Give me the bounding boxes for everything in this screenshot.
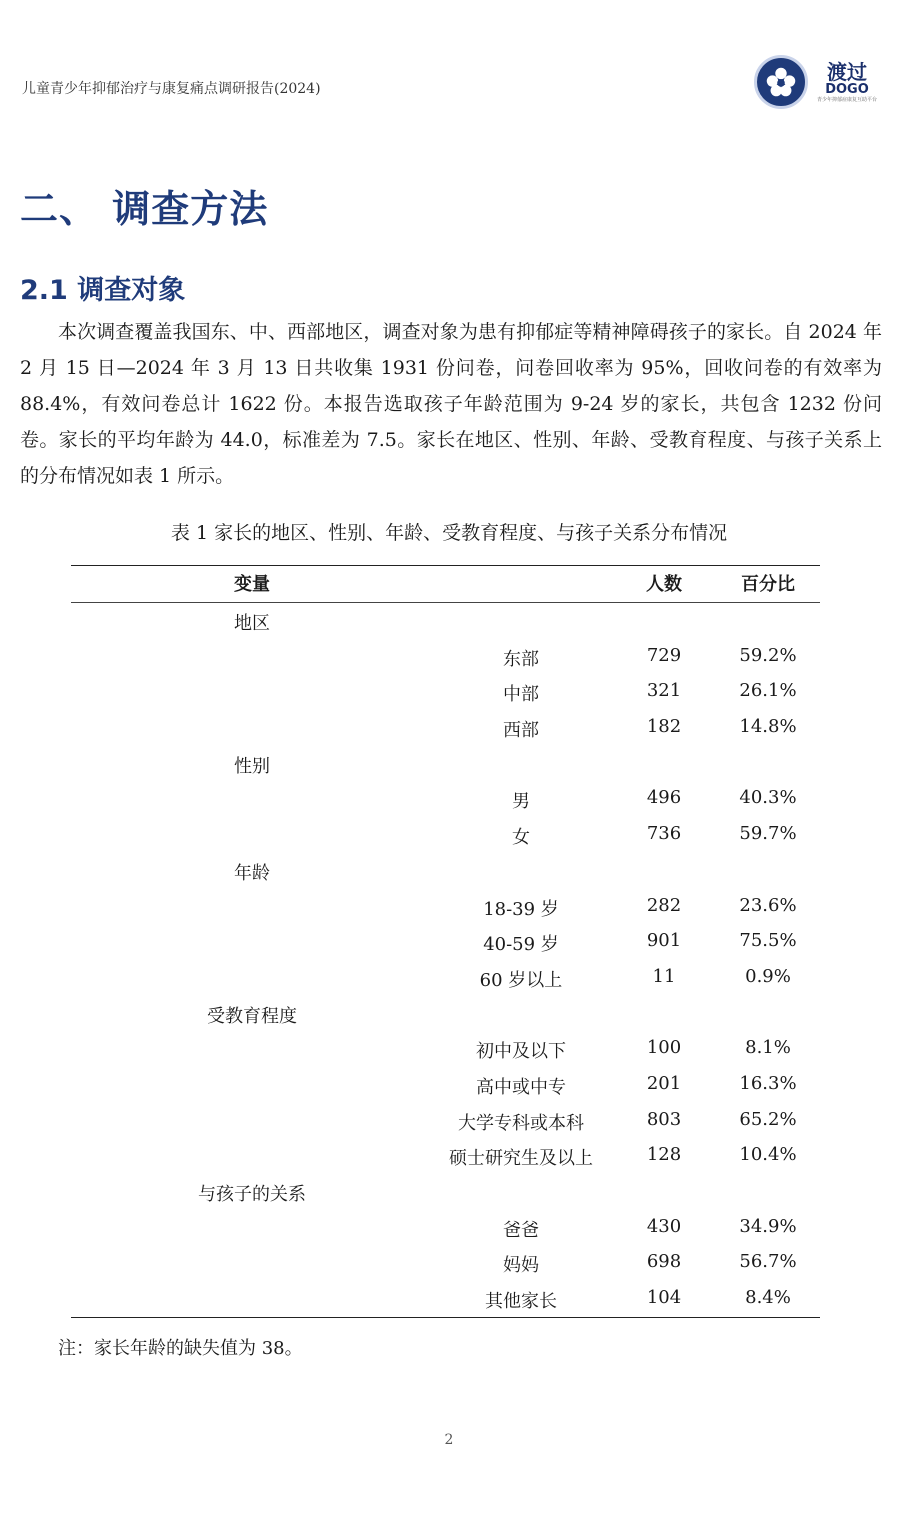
row-count: 736: [646, 823, 682, 845]
table-row: [71, 1031, 820, 1067]
table-row: [71, 960, 820, 996]
table-row: [71, 889, 820, 925]
table-group-row: [71, 746, 820, 782]
row-category: 40-59 岁: [483, 934, 559, 956]
row-category: 妈妈: [503, 1255, 539, 1277]
emblem-logo: [754, 55, 808, 109]
row-percent: 56.7%: [739, 1251, 797, 1273]
table-row: [71, 924, 820, 960]
section-title: 二、 调查方法: [20, 187, 269, 231]
table-group-row: [71, 996, 820, 1032]
table-row: [71, 639, 820, 675]
row-percent: 59.2%: [739, 644, 797, 666]
row-category: 东部: [503, 648, 539, 670]
distribution-table: [71, 565, 820, 1318]
table-caption: 表 1 家长的地区、性别、年龄、受教育程度、与孩子关系分布情况: [170, 522, 728, 544]
row-count: 698: [646, 1251, 682, 1273]
row-percent: 65.2%: [739, 1108, 797, 1130]
header-variable: 变量: [234, 574, 270, 595]
running-header: 儿童青少年抑郁治疗与康复痛点调研报告(2024): [22, 81, 321, 97]
row-percent: 75.5%: [739, 930, 797, 952]
row-category: 初中及以下: [476, 1041, 566, 1063]
row-category: 女: [512, 827, 530, 849]
row-category: 中部: [503, 684, 539, 706]
table-row: [71, 710, 820, 746]
table-row: [71, 674, 820, 710]
page-number: 2: [444, 1432, 454, 1448]
table-row: [71, 1103, 820, 1139]
row-count: 201: [646, 1072, 682, 1094]
row-category: 硕士研究生及以上: [449, 1148, 593, 1170]
table-row: [71, 1245, 820, 1281]
row-percent: 0.9%: [745, 965, 791, 987]
table-row: [71, 1138, 820, 1174]
row-category: 18-39 岁: [483, 898, 559, 920]
row-percent: 8.4%: [745, 1287, 791, 1309]
row-count: 11: [652, 965, 676, 987]
group-name: 与孩子的关系: [198, 1184, 306, 1205]
row-count: 496: [646, 787, 682, 809]
row-category: 西部: [503, 720, 539, 742]
table-row: [71, 1210, 820, 1246]
row-percent: 10.4%: [739, 1144, 797, 1166]
table-group-row: [71, 603, 820, 639]
table-group-row: [71, 853, 820, 889]
table-row: [71, 817, 820, 853]
group-name: 受教育程度: [207, 1005, 297, 1027]
row-percent: 8.1%: [745, 1037, 791, 1059]
row-percent: 26.1%: [739, 680, 797, 702]
row-count: 321: [646, 680, 682, 702]
header-count: 人数: [646, 574, 682, 595]
logo-text-en: DOGO: [825, 81, 869, 97]
table-row: [71, 781, 820, 817]
group-name: 性别: [234, 755, 270, 777]
row-category: 60 岁以上: [479, 969, 563, 991]
dogo-logo: [816, 61, 878, 104]
row-percent: 34.9%: [739, 1215, 797, 1237]
group-name: 年龄: [234, 862, 270, 884]
row-category: 爸爸: [503, 1219, 539, 1241]
group-name: 地区: [234, 613, 270, 634]
row-count: 803: [646, 1108, 682, 1130]
row-percent: 59.7%: [739, 823, 797, 845]
table-header: [71, 566, 820, 603]
table-group-row: [71, 1174, 820, 1210]
subsection-title: 2.1 调查对象: [20, 275, 186, 306]
row-percent: 14.8%: [739, 716, 797, 738]
table-body: [71, 603, 820, 1317]
row-count: 282: [646, 894, 682, 916]
row-percent: 16.3%: [739, 1072, 797, 1094]
row-count: 100: [646, 1037, 682, 1059]
table-note: 注：家长年龄的缺失值为 38。: [58, 1338, 303, 1359]
row-count: 104: [646, 1287, 682, 1309]
flower-icon: [762, 63, 800, 101]
row-percent: 40.3%: [739, 787, 797, 809]
row-category: 男: [512, 791, 530, 813]
header-logos: [754, 55, 878, 109]
row-count: 182: [646, 716, 682, 738]
row-count: 430: [646, 1215, 682, 1237]
row-count: 729: [646, 644, 682, 666]
table-row: [71, 1281, 820, 1317]
row-count: 128: [646, 1144, 682, 1166]
row-category: 高中或中专: [476, 1076, 566, 1098]
row-category: 大学专科或本科: [458, 1112, 584, 1134]
body-paragraph: 本次调查覆盖我国东、中、西部地区，调查对象为患有抑郁症等精神障碍孩子的家长。自 2024 年 2 月 15 日—2024 年 3 月 13 日共收集 1931 份问卷，问卷回收率为 95%，回收问卷的有效率为 88.4%，有效问卷总计 1622 份。本报告选取孩子年龄范围为 9-24 岁的家长，共包含 1232 份问卷。家长的平均年龄为 44.0，标准差为 7.5。家长在地区、性别、年龄、受教育程度、与孩子关系上的分布情况如表 1 所示。: [20, 321, 882, 487]
row-percent: 23.6%: [739, 894, 797, 916]
table-row: [71, 1067, 820, 1103]
row-count: 901: [646, 930, 682, 952]
row-category: 其他家长: [485, 1291, 557, 1313]
logo-subtext: 青少年抑郁症康复互助平台: [816, 96, 877, 103]
header-percent: 百分比: [741, 574, 795, 595]
logo-text-cn: 渡过: [827, 59, 867, 84]
